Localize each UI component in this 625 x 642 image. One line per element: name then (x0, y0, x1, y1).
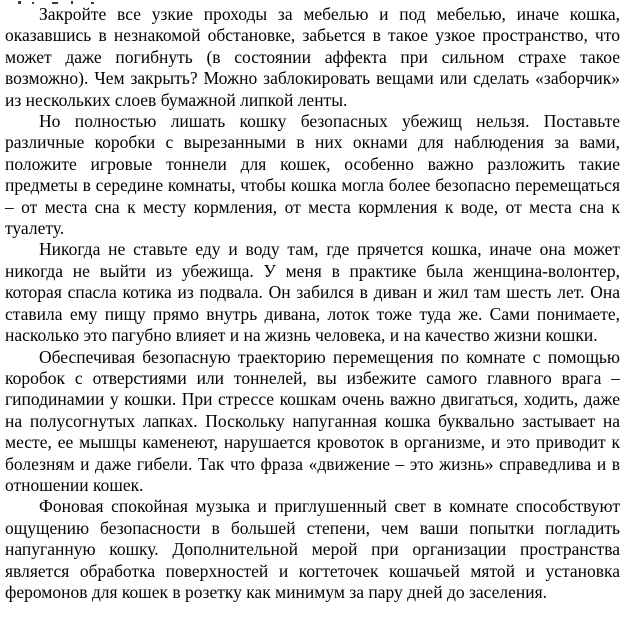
clipped-text-fragment (32, 2, 34, 4)
clipped-line-remnant (5, 0, 620, 4)
paragraph-food-water-placement: Никогда не ставьте еду и воду там, где прячется кошка, иначе она может никогда не выйти из убежища. У меня в практике была женщина-волонтер, которая спасла котика из подвала. Он забился в диван и жил там шесть лет. Она ставила ему пищу прямо внутрь дивана, лоток тоже туда же. Сами понимаете, насколько это пагубно влияет и на жизнь человека, и на качество жизни кошки. (5, 239, 620, 346)
clipped-text-fragment (71, 1, 73, 4)
paragraph-close-narrow-passages: Закройте все узкие проходы за мебелью и под мебелью, иначе кошка, оказавшись в незнакомой обстановке, забьется в такое узкое пространство, что может даже погибнуть (в состоянии аффекта при сильном страхе такое возможно). Чем закрыть? Можно заблокировать вещами или сделать «заборчик» из нескольких слоев бумажной липкой ленты. (5, 4, 620, 110)
paragraph-safe-trajectory-movement: Обеспечивая безопасную траекторию перемещения по комнате с помощью коробок с отверстиями или тоннелей, вы избежите самого главного врага – гиподинамии у кошки. При стрессе кошкам очень важно двигаться, ходить, даже на полусогнутых лапках. Поскольку напуганная кошка буквально застывает на месте, ее мышцы каменеют, нарушается кровоток в организме, и это приводит к болезням и даже гибели. Так что фраза «движение – это жизнь» справедлива и в отношении кошек. (5, 346, 620, 495)
paragraph-safe-shelters-boxes: Но полностью лишать кошку безопасных убежищ нельзя. Поставьте различные коробки с вырезанными в них окнами для наблюдения за вами, положите игровые тоннели для кошек, особенно важно разложить такие предметы в середине комнаты, чтобы кошка могла более безопасно перемещаться – от места сна к месту кормления, от места кормления к воде, от места сна к туалету. (5, 111, 620, 239)
clipped-text-fragment (18, 1, 21, 4)
clipped-text-fragment (52, 2, 58, 4)
paragraph-music-light-pheromones: Фоновая спокойная музыка и приглушенный свет в комнате способствуют ощущению безопасности в большей степени, чем ваши попытки погладить напуганную кошку. Дополнительной мерой при организации пространства является обработка поверхностей и когтеточек кошачьей мятой и установка феромонов для кошек в розетку как минимум за пару дней до заселения. (5, 496, 620, 602)
clipped-text-fragment (91, 2, 94, 4)
